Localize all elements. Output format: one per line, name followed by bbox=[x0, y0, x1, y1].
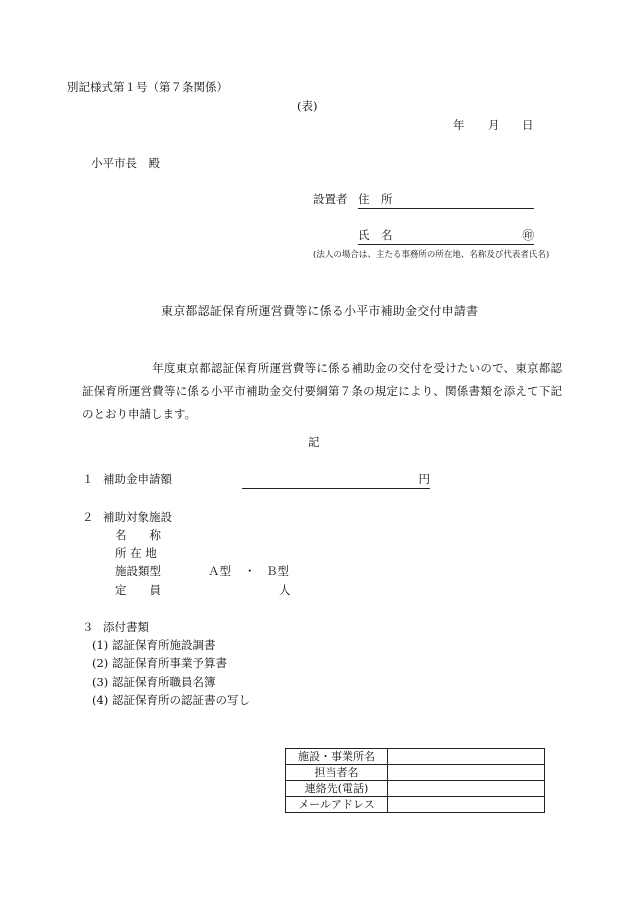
section3-number: ３ bbox=[82, 620, 94, 634]
section2-type-sep: ・ bbox=[244, 564, 256, 578]
contact-table bbox=[285, 748, 545, 813]
contact-value-person[interactable] bbox=[388, 765, 545, 781]
contact-value-phone[interactable] bbox=[388, 781, 545, 797]
section2-name-label: 名 称 bbox=[115, 528, 161, 542]
contact-label-email: メールアドレス bbox=[286, 797, 388, 813]
section2-number: ２ bbox=[82, 510, 94, 524]
section2-capacity-unit: 人 bbox=[279, 583, 291, 597]
section2-type-label: 施設類型 bbox=[115, 564, 161, 578]
section1-label: 補助金申請額 bbox=[103, 472, 172, 486]
section1-unit: 円 bbox=[242, 474, 430, 489]
contact-label-person: 担当者名 bbox=[286, 765, 388, 781]
form-label: 別記様式第１号（第７条関係） bbox=[67, 80, 228, 94]
applicant-name-label: 氏 名 bbox=[358, 228, 393, 242]
date-year: 年 bbox=[453, 118, 465, 132]
applicant-role: 設置者 bbox=[313, 192, 348, 206]
section2-label: 補助対象施設 bbox=[103, 510, 172, 524]
side-label: (表) bbox=[297, 99, 318, 113]
table-row bbox=[286, 749, 545, 765]
body-paragraph: 年度東京都認証保育所運営費等に係る補助金の交付を受けたいので、東京都認証保育所運営費等に係る小平市補助金交付要綱第７条の規定により、関係書類を添えて下記のとおり申請します。 bbox=[82, 361, 562, 421]
table-row bbox=[286, 797, 545, 813]
section1-amount-field bbox=[242, 474, 430, 489]
applicant-name-field bbox=[358, 230, 534, 245]
attachment-item: (1) 認証保育所施設調書 bbox=[92, 638, 216, 652]
applicant-note: (法人の場合は、主たる事務所の所在地、名称及び代表者氏名) bbox=[313, 250, 550, 260]
seal-mark: ㊞ bbox=[522, 228, 534, 242]
date-month: 月 bbox=[488, 118, 500, 132]
applicant-address-label: 住 所 bbox=[358, 194, 534, 209]
section1-number: １ bbox=[82, 472, 94, 486]
attachment-item: (4) 認証保育所の認証書の写し bbox=[92, 693, 250, 707]
section2-capacity-label: 定 員 bbox=[115, 583, 161, 597]
applicant-address-field bbox=[358, 194, 534, 209]
document-title: 東京都認証保育所運営費等に係る小平市補助金交付申請書 bbox=[161, 304, 479, 318]
attachment-item: (2) 認証保育所事業予算書 bbox=[92, 656, 227, 670]
contact-value-email[interactable] bbox=[388, 797, 545, 813]
section2-type-a: Ａ型 bbox=[208, 564, 231, 578]
section3-label: 添付書類 bbox=[103, 620, 149, 634]
addressee: 小平市長 殿 bbox=[91, 156, 160, 170]
date-day: 日 bbox=[522, 118, 534, 132]
attachment-item: (3) 認証保育所職員名簿 bbox=[92, 675, 216, 689]
section2-type-b: Ｂ型 bbox=[266, 564, 289, 578]
table-row bbox=[286, 781, 545, 797]
table-row bbox=[286, 765, 545, 781]
ki-heading: 記 bbox=[308, 435, 320, 449]
section2-location-label: 所 在 地 bbox=[115, 546, 157, 560]
contact-label-phone: 連絡先(電話) bbox=[286, 781, 388, 797]
contact-value-facility[interactable] bbox=[388, 749, 545, 765]
contact-label-facility: 施設・事業所名 bbox=[286, 749, 388, 765]
